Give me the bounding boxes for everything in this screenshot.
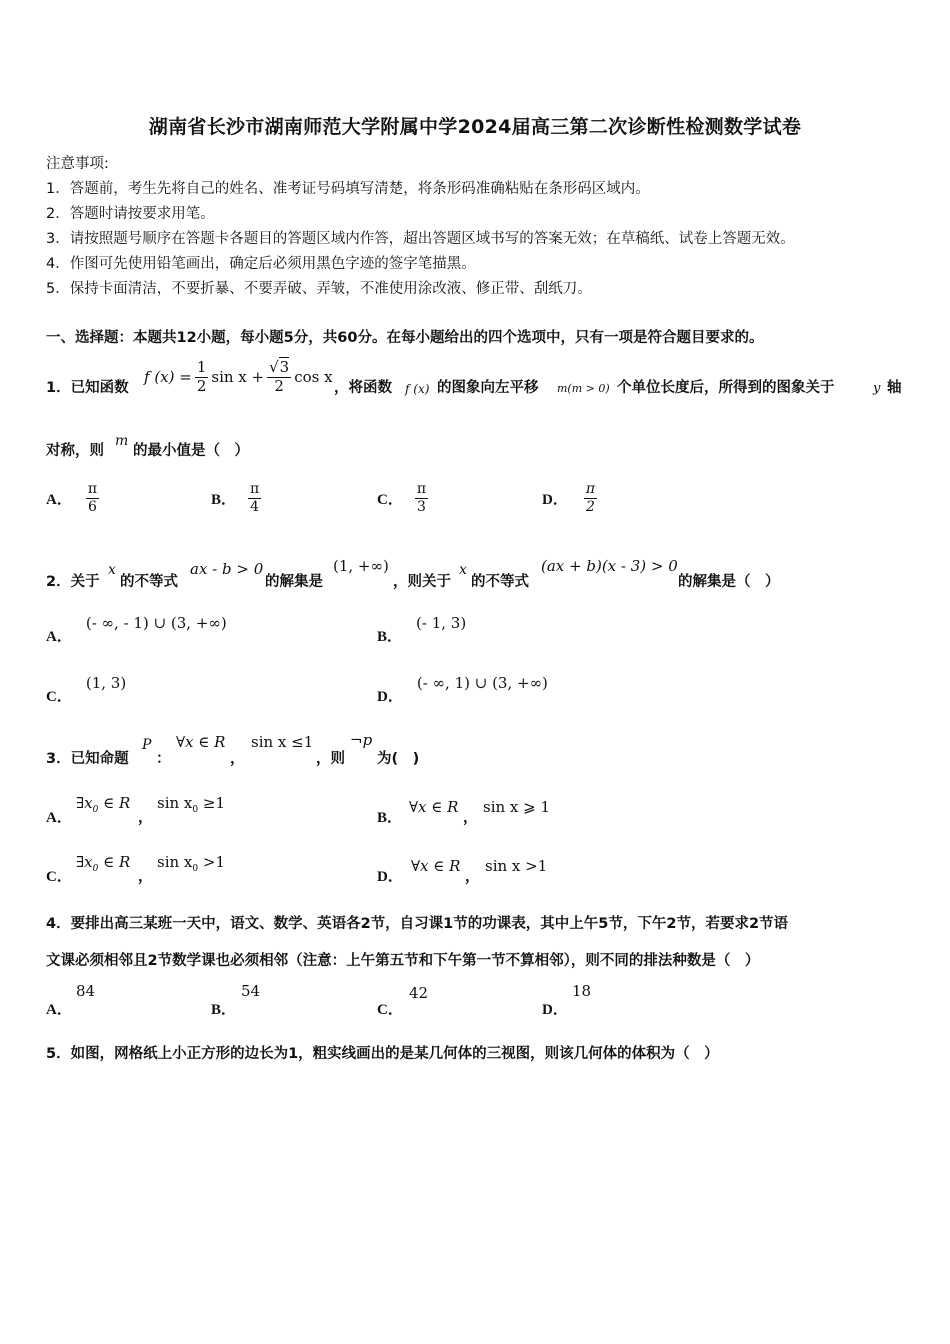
option-value: 42 [409,984,429,1002]
quantifier-tail: ∈ R [98,794,131,812]
option-statement: sin x ⩾ 1 [483,798,551,816]
option-value: 54 [241,982,261,1000]
q2-option-d[interactable] [377,676,548,706]
option-label: C． [377,1002,403,1018]
fraction-denominator: 2 [196,376,207,395]
subscript: 0 [192,864,199,874]
option-statement: sin x >1 [485,857,548,875]
q3-p: P [142,737,152,753]
q2-text: 的不等式 [120,574,178,590]
separator: ， [138,869,153,885]
fraction-numerator: π [250,481,260,498]
section-heading: 一、选择题：本题共12小题，每小题5分，共60分。在每小题给出的四个选项中，只有一项是符合题目要求的。 [46,330,764,346]
option-quantifier [76,794,130,815]
q2-option-c[interactable] [46,676,126,706]
q1-text: 轴 [887,380,902,396]
q2-text: ，则关于 [393,574,451,590]
sqrt-radicand: 3 [279,358,290,377]
q1-y: y [873,381,881,396]
option-label: B． [211,491,237,508]
option-label: A． [46,491,72,508]
subscript: 0 [92,864,99,874]
q2-inequality-2: (ax + b)(x - 3) > 0 [541,557,678,575]
quantifier-text: ∃x [76,794,93,812]
fraction-denominator: 4 [250,498,260,515]
q2-text: 的解集是 [265,574,323,590]
q1-fx: f (x) = [144,368,192,386]
q1-option-b[interactable] [211,476,261,520]
option-label: D． [542,491,568,508]
fraction-numerator: 1 [196,358,207,377]
q2-option-b[interactable] [377,616,466,646]
separator: ， [138,810,153,826]
q2-solution-set: (1, +∞) [333,557,389,575]
q3-sin: sin x ≤1 [251,733,314,751]
option-fraction [415,481,428,514]
q1-text: 个单位长度后，所得到的图象关于 [617,380,835,396]
q1-sqrt3-fraction [267,359,291,395]
option-value: (1, 3) [85,674,127,692]
q2-text: 的解集是（ ） [678,574,780,590]
fraction-numerator: π [416,481,427,498]
q1-m: m [115,433,129,449]
option-value: (- ∞, - 1) ∪ (3, +∞) [85,614,227,632]
fraction-denominator: 3 [416,498,426,515]
option-value: 18 [572,982,592,1000]
subscript: 0 [192,805,199,815]
q2-text: 2．关于 [46,574,100,590]
option-statement [157,853,225,874]
notice-item: 3．请按照题号顺序在答题卡各题目的答题区域内作答，超出答题区域书写的答案无效；在草稿纸、试卷上答题无效。 [46,231,795,247]
statement-tail: >1 [198,853,226,871]
q4-text: 文课必须相邻且2节数学课也必须相邻（注意：上午第五节和下午第一节不算相邻），则不同的排法种数是（ ） [46,953,760,969]
q1-text: ，将函数 [334,380,392,396]
q2-x: x [108,562,116,578]
q1-text: 的图象向左平移 [437,380,539,396]
option-statement [157,794,225,815]
q1-function-formula [144,352,333,402]
q1-half-fraction [195,359,209,395]
q2-option-a[interactable] [46,616,227,646]
q1-cosx: cos x [294,368,333,386]
option-label: C． [46,689,72,705]
q1-option-c[interactable] [377,478,428,518]
q3-text: ，则 [316,751,345,767]
q2-text: 的不等式 [471,574,529,590]
fraction-numerator: √3 [269,358,290,377]
fraction-numerator: π [585,481,596,498]
option-label: D． [377,869,403,885]
q3-text: ， [230,751,245,767]
subscript: 0 [92,805,99,815]
option-label: D． [542,1002,568,1018]
option-label: A． [46,1002,72,1018]
option-fraction [584,481,597,514]
q1-text: 对称，则 [46,443,104,459]
quantifier-tail: ∈ R [98,853,131,871]
option-label: C． [377,491,403,508]
q3-text: 为( ) [377,751,420,767]
fraction-denominator: 2 [585,498,595,515]
option-label: B． [377,810,403,826]
notice-heading: 注意事项: [46,156,109,172]
option-label: B． [211,1002,237,1018]
q1-sinx: sin x + [211,368,265,386]
separator: ， [465,869,480,885]
q3-not-p: ¬p [350,731,373,749]
q1-lead: 1．已知函数 [46,380,129,396]
option-label: A． [46,810,72,826]
fraction-numerator: π [87,481,98,498]
option-label: D． [377,689,403,705]
option-label: C． [46,869,72,885]
q3-text: 3．已知命题 [46,751,129,767]
notice-item: 2．答题时请按要求用笔。 [46,206,215,222]
statement-text: sin x [157,853,193,871]
q1-option-d[interactable] [542,476,597,520]
page-title: 湖南省长沙市湖南师范大学附属中学2024届高三第二次诊断性检测数学试卷 [148,116,802,138]
fraction-denominator: 2 [274,376,284,395]
notice-item: 4．作图可先使用铅笔画出，确定后必须用黑色字迹的签字笔描黑。 [46,256,476,272]
q4-text: 4．要排出高三某班一天中，语文、数学、英语各2节，自习课1节的功课表，其中上午5节，下午2节，若要求2节语 [46,916,789,932]
option-fraction [248,481,261,514]
option-label: B． [377,629,403,645]
separator: ， [463,810,478,826]
statement-tail: ≥1 [198,794,226,812]
q1-text: 的最小值是（ ） [133,443,249,459]
q3-text: ： [156,751,171,767]
option-quantifier: ∀x ∈ R [411,857,461,875]
q1-option-a[interactable] [46,478,99,518]
option-label: A． [46,629,72,645]
statement-text: sin x [157,794,193,812]
q3-forall: ∀x ∈ R [176,733,226,751]
option-value: 84 [76,982,96,1000]
option-value: (- 1, 3) [416,614,467,632]
q5-text: 5．如图，网格纸上小正方形的边长为1，粗实线画出的是某几何体的三视图，则该几何体的体积为（ ） [46,1046,719,1062]
option-quantifier: ∀x ∈ R [409,798,459,816]
q2-x: x [459,562,467,578]
quantifier-text: ∃x [76,853,93,871]
q1-fx-inline: f (x) [405,382,430,396]
option-quantifier [76,853,130,874]
fraction-denominator: 6 [87,498,97,515]
option-value: (- ∞, 1) ∪ (3, +∞) [416,674,548,692]
notice-item: 5．保持卡面清洁，不要折暴、不要弄破、弄皱，不准使用涂改液、修正带、刮纸刀。 [46,281,592,297]
q1-m-condition: m(m > 0) [557,382,610,395]
option-fraction [86,481,99,514]
q2-inequality-1: ax - b > 0 [190,560,264,578]
notice-item: 1．答题前，考生先将自己的姓名、准考证号码填写清楚，将条形码准确粘贴在条形码区域内。 [46,181,650,197]
